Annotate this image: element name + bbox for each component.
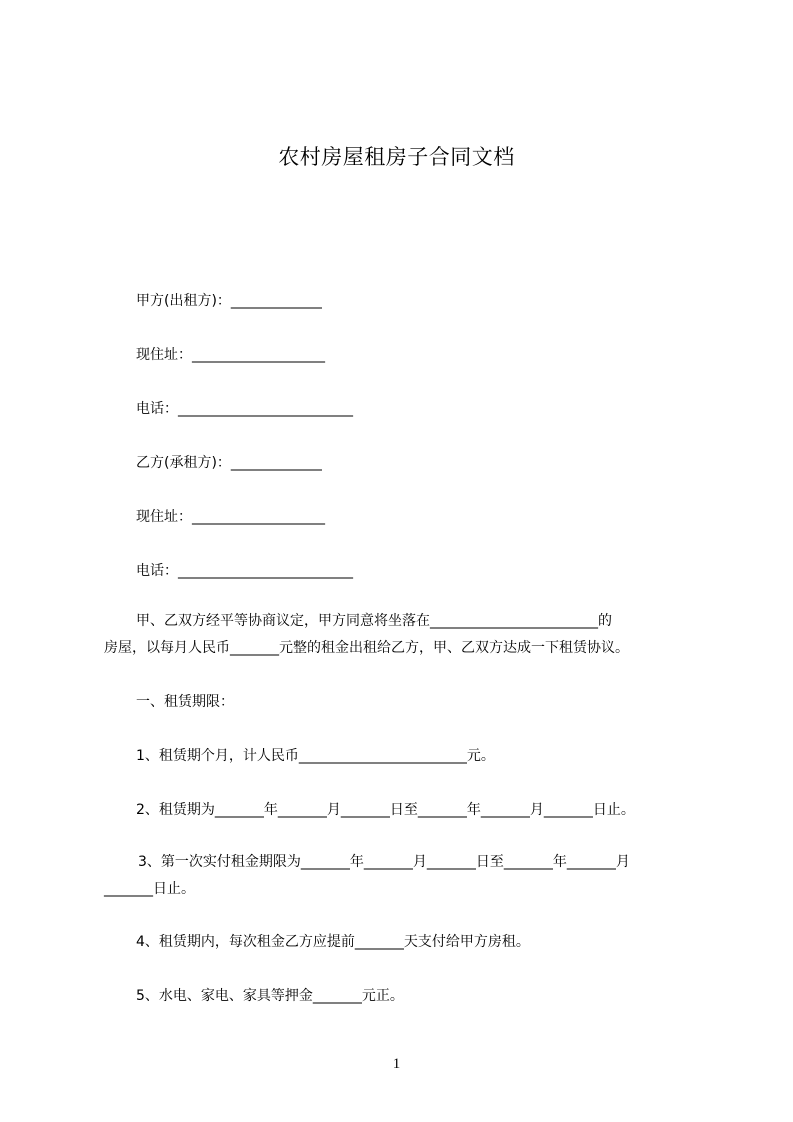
section-1-heading: 一、租赁期限： (136, 694, 234, 710)
party-a-phone-line: 电话：_________________________ (136, 401, 353, 417)
lease-item-3-line-1: 3、第一次实付租金期限为_______年_______月_______日至_______年_______月 (138, 854, 630, 870)
party-b-line: 乙方(承租方)：_____________ (136, 455, 322, 471)
lease-item-3-line-2: _______日止。 (104, 881, 195, 897)
lease-item-4: 4、租赁期内，每次租金乙方应提前_______天支付给甲方房租。 (136, 934, 530, 950)
intro-line-2: 房屋，以每月人民币_______元整的租金出租给乙方，甲、乙双方达成一下租赁协议。 (104, 640, 629, 656)
lease-item-1: 1、租赁期个月，计人民币________________________元。 (136, 748, 495, 764)
document-title: 农村房屋租房子合同文档 (278, 145, 515, 169)
lease-item-5: 5、水电、家电、家具等押金_______元正。 (136, 988, 404, 1004)
lease-item-3 (104, 852, 700, 899)
lease-item-2: 2、租赁期为_______年_______月_______日至_______年_______月_______日止。 (136, 802, 635, 818)
party-b-phone-line: 电话：_________________________ (136, 563, 353, 579)
party-a-address-line: 现住址：___________________ (136, 347, 325, 363)
party-a-line: 甲方(出租方)：_____________ (136, 293, 322, 309)
page-number: 1 (392, 1056, 401, 1072)
intro-line-1: 甲、乙双方经平等协商议定，甲方同意将坐落在________________________的 (136, 613, 612, 629)
party-b-address-line: 现住址：___________________ (136, 509, 325, 525)
intro-paragraph (104, 611, 700, 658)
